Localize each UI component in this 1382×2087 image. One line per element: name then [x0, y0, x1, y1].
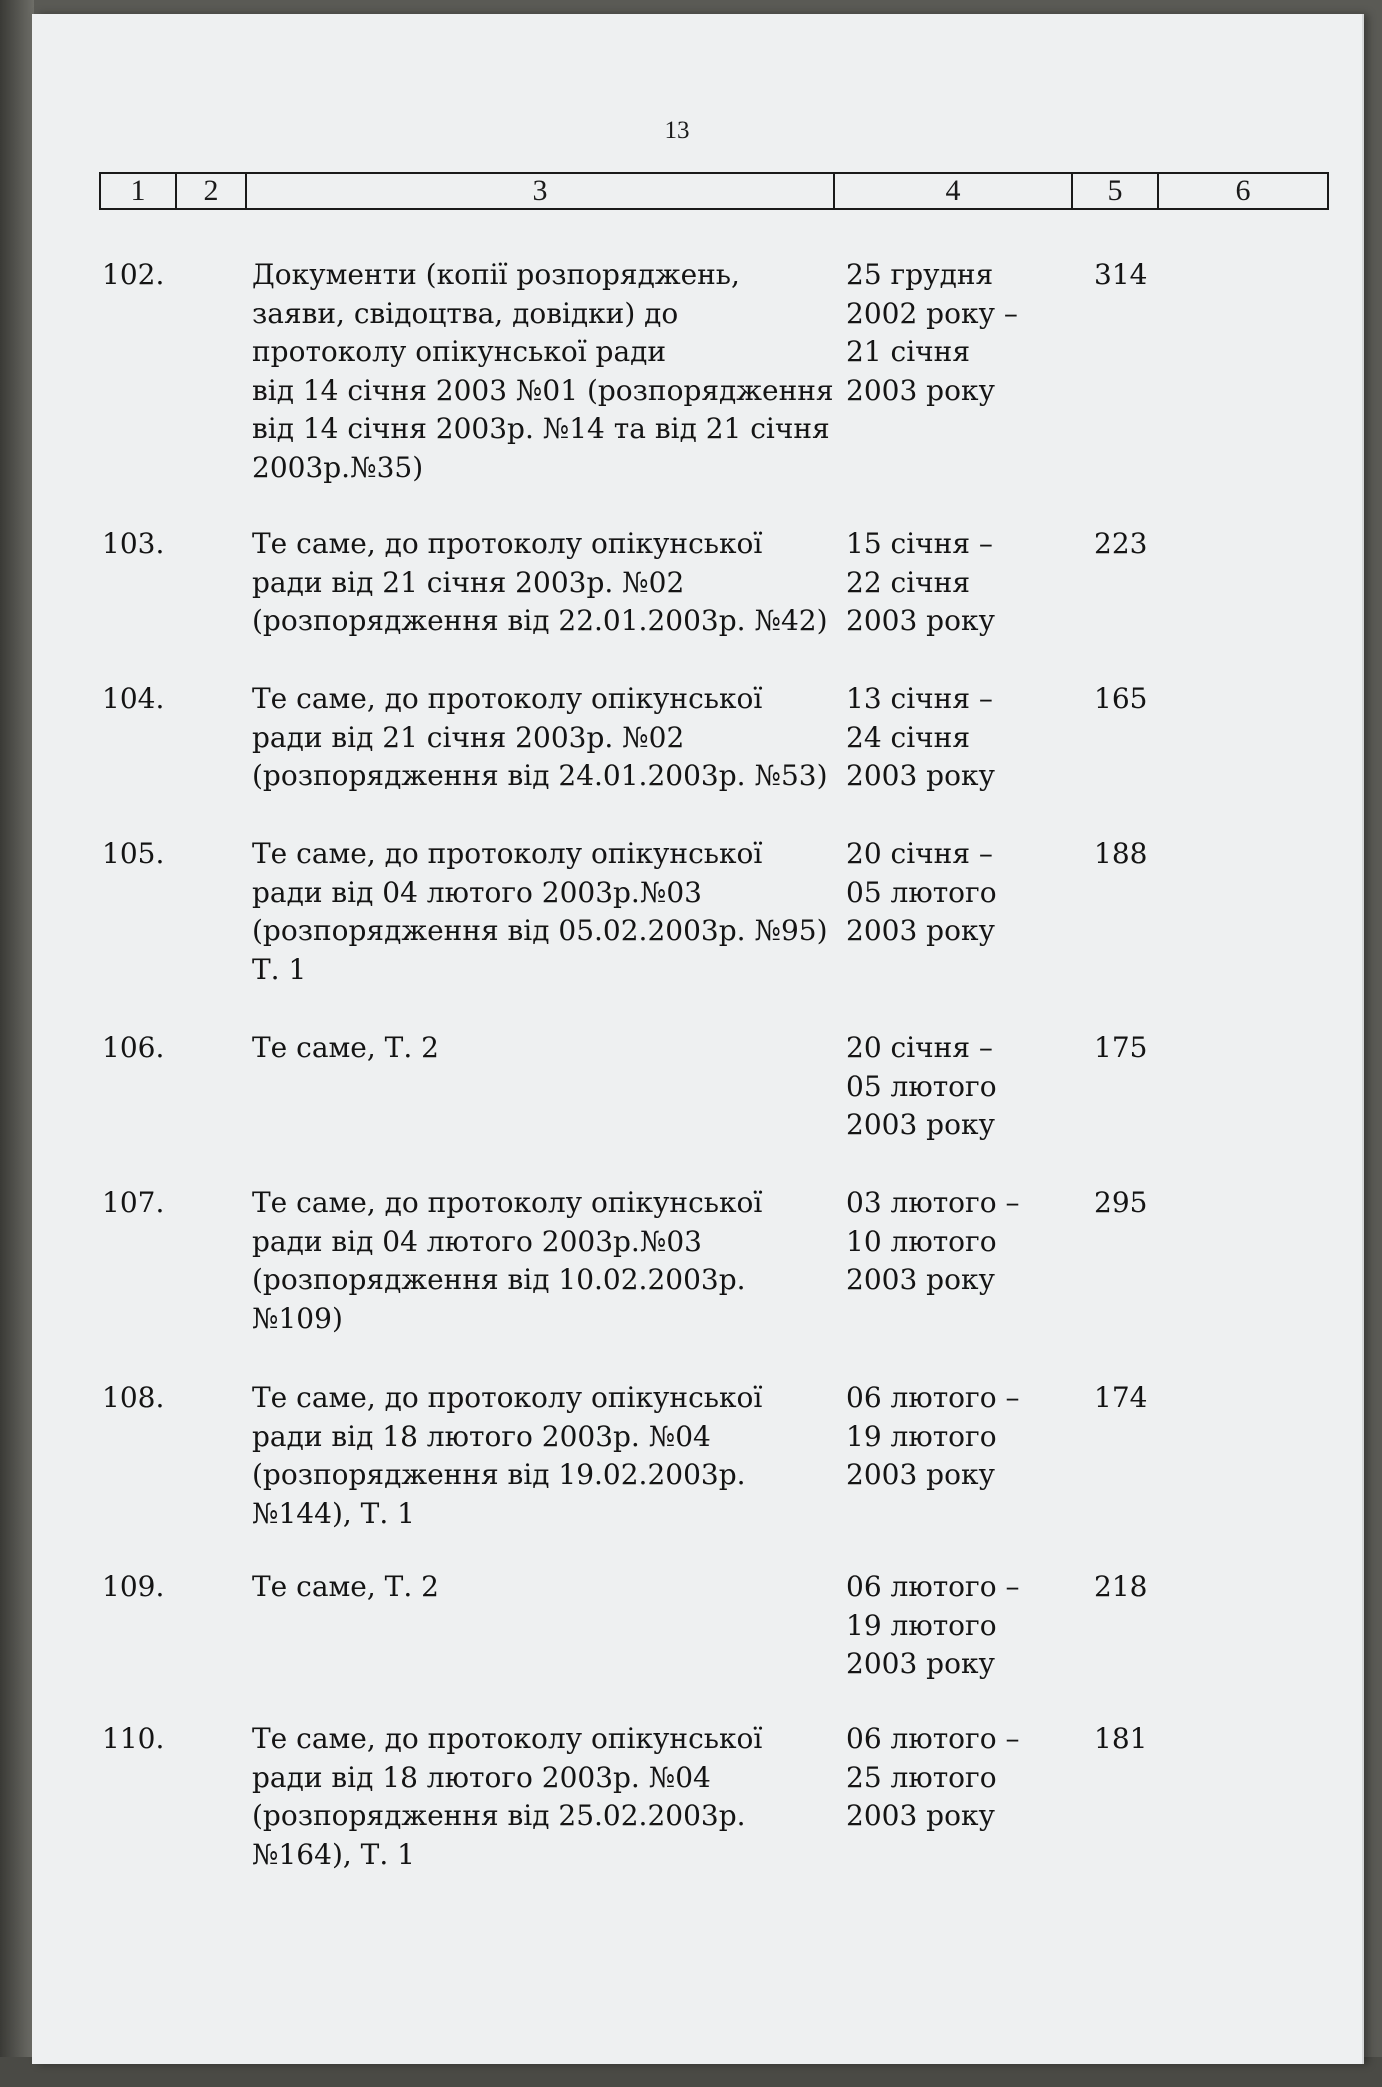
entry-dates: [846, 1568, 1056, 1684]
entry-dates: [846, 1029, 1056, 1145]
entry-description: [252, 1568, 852, 1607]
entry-sheet-count: 188: [1094, 837, 1148, 870]
description-line: ради від 21 січня 2003р. №02: [252, 565, 685, 599]
entry-number: 104.: [102, 682, 165, 715]
column-header-3: 3: [246, 173, 834, 209]
entry-sheet-count: 223: [1094, 527, 1148, 560]
description-line: (розпорядження від 24.01.2003р. №53): [252, 759, 828, 792]
description-line: №164), Т. 1: [252, 1837, 415, 1871]
date-line: 21 січня: [846, 335, 971, 368]
description-line: №109): [252, 1301, 343, 1335]
description-line: (розпорядження від 05.02.2003р. №95): [252, 914, 828, 947]
date-line: 20 січня –: [846, 837, 993, 870]
date-line: 2003 року: [846, 1647, 995, 1680]
description-line: від 14 січня 2003 №01 (розпорядження: [252, 373, 834, 407]
entry-description: [252, 1029, 852, 1068]
entry-sheet-count: 175: [1094, 1031, 1148, 1064]
date-line: 25 лютого: [846, 1760, 997, 1794]
date-line: 06 лютого –: [846, 1570, 1020, 1603]
date-line: 10 лютого: [846, 1224, 997, 1258]
column-header-4: 4: [834, 173, 1072, 209]
description-line: Те саме, Т. 2: [252, 1031, 439, 1064]
entry-number: 108.: [102, 1381, 165, 1414]
entry-sheet-count: 181: [1094, 1722, 1148, 1755]
description-line: (розпорядження від 19.02.2003р.: [252, 1458, 746, 1491]
entry-number: 109.: [102, 1570, 165, 1603]
description-line: Те саме, Т. 2: [252, 1570, 439, 1603]
date-line: 15 січня –: [846, 527, 993, 560]
date-line: 20 січня –: [846, 1031, 993, 1064]
entry-description: [252, 1184, 852, 1338]
date-line: 2003 року: [846, 604, 995, 637]
entry-sheet-count: 174: [1094, 1381, 1148, 1414]
description-line: заяви, свідоцтва, довідки) до: [252, 296, 679, 330]
document-page: [32, 14, 1362, 2064]
date-line: 24 січня: [846, 720, 971, 754]
date-line: 2003 року: [846, 373, 995, 407]
column-header-2: 2: [176, 173, 246, 209]
description-line: Те саме, до протоколу опікунської: [252, 527, 763, 560]
entry-number: 105.: [102, 837, 165, 870]
entry-dates: [846, 835, 1056, 951]
entry-number: 107.: [102, 1186, 165, 1219]
date-line: 13 січня –: [846, 682, 993, 715]
entry-sheet-count: 314: [1094, 258, 1148, 291]
date-line: 19 лютого: [846, 1608, 997, 1642]
date-line: 2003 року: [846, 759, 995, 792]
description-line: Те саме, до протоколу опікунської: [252, 1381, 763, 1414]
column-header-6: 6: [1158, 173, 1328, 209]
entry-dates: [846, 1720, 1056, 1836]
description-line: протоколу опікунської ради: [252, 335, 667, 368]
description-line: ради від 21 січня 2003р. №02: [252, 720, 685, 754]
description-line: від 14 січня 2003р. №14 та від 21 січня: [252, 412, 830, 445]
entry-sheet-count: 218: [1094, 1570, 1148, 1603]
description-line: ради від 18 лютого 2003р. №04: [252, 1760, 711, 1794]
date-line: 2002 року –: [846, 296, 1018, 330]
description-line: Те саме, до протоколу опікунської: [252, 682, 763, 715]
date-line: 06 лютого –: [846, 1722, 1020, 1755]
description-line: Те саме, до протоколу опікунської: [252, 837, 763, 870]
date-line: 2003 року: [846, 914, 995, 947]
date-line: 06 лютого –: [846, 1381, 1020, 1414]
entry-dates: [846, 1379, 1056, 1495]
description-line: ради від 18 лютого 2003р. №04: [252, 1419, 711, 1453]
date-line: 05 лютого: [846, 875, 997, 909]
column-header-1: 1: [100, 173, 176, 209]
description-line: 2003р.№35): [252, 450, 424, 484]
entry-description: [252, 680, 852, 796]
description-line: Т. 1: [252, 952, 307, 986]
date-line: 22 січня: [846, 565, 971, 599]
description-line: ради від 04 лютого 2003р.№03: [252, 875, 702, 909]
entry-number: 106.: [102, 1031, 165, 1064]
page-number: 13: [664, 117, 690, 144]
entry-description: [252, 525, 852, 641]
entry-description: [252, 835, 852, 989]
scan-left-edge: [0, 0, 34, 2087]
description-line: Те саме, до протоколу опікунської: [252, 1722, 763, 1755]
entry-description: [252, 256, 852, 487]
entry-dates: [846, 525, 1056, 641]
date-line: 25 грудня: [846, 258, 994, 291]
date-line: 19 лютого: [846, 1419, 997, 1453]
date-line: 05 лютого: [846, 1069, 997, 1103]
date-line: 2003 року: [846, 1263, 995, 1296]
column-header-table: [99, 172, 1329, 210]
entry-dates: [846, 256, 1056, 410]
entry-dates: [846, 1184, 1056, 1300]
entry-number: 110.: [102, 1722, 165, 1755]
date-line: 2003 року: [846, 1799, 995, 1832]
entry-sheet-count: 165: [1094, 682, 1148, 715]
description-line: Те саме, до протоколу опікунської: [252, 1186, 763, 1219]
description-line: (розпорядження від 22.01.2003р. №42): [252, 604, 828, 637]
description-line: Документи (копії розпоряджень,: [252, 258, 740, 291]
description-line: (розпорядження від 25.02.2003р.: [252, 1799, 746, 1832]
column-header-row: [100, 173, 1328, 209]
date-line: 2003 року: [846, 1108, 995, 1141]
entry-number: 102.: [102, 258, 165, 291]
description-line: ради від 04 лютого 2003р.№03: [252, 1224, 702, 1258]
date-line: 2003 року: [846, 1458, 995, 1491]
entry-number: 103.: [102, 527, 165, 560]
entry-sheet-count: 295: [1094, 1186, 1148, 1219]
entry-description: [252, 1379, 852, 1533]
date-line: 03 лютого –: [846, 1186, 1020, 1219]
entry-dates: [846, 680, 1056, 796]
description-line: №144), Т. 1: [252, 1496, 415, 1530]
description-line: (розпорядження від 10.02.2003р.: [252, 1263, 746, 1296]
column-header-5: 5: [1072, 173, 1158, 209]
entry-description: [252, 1720, 852, 1874]
